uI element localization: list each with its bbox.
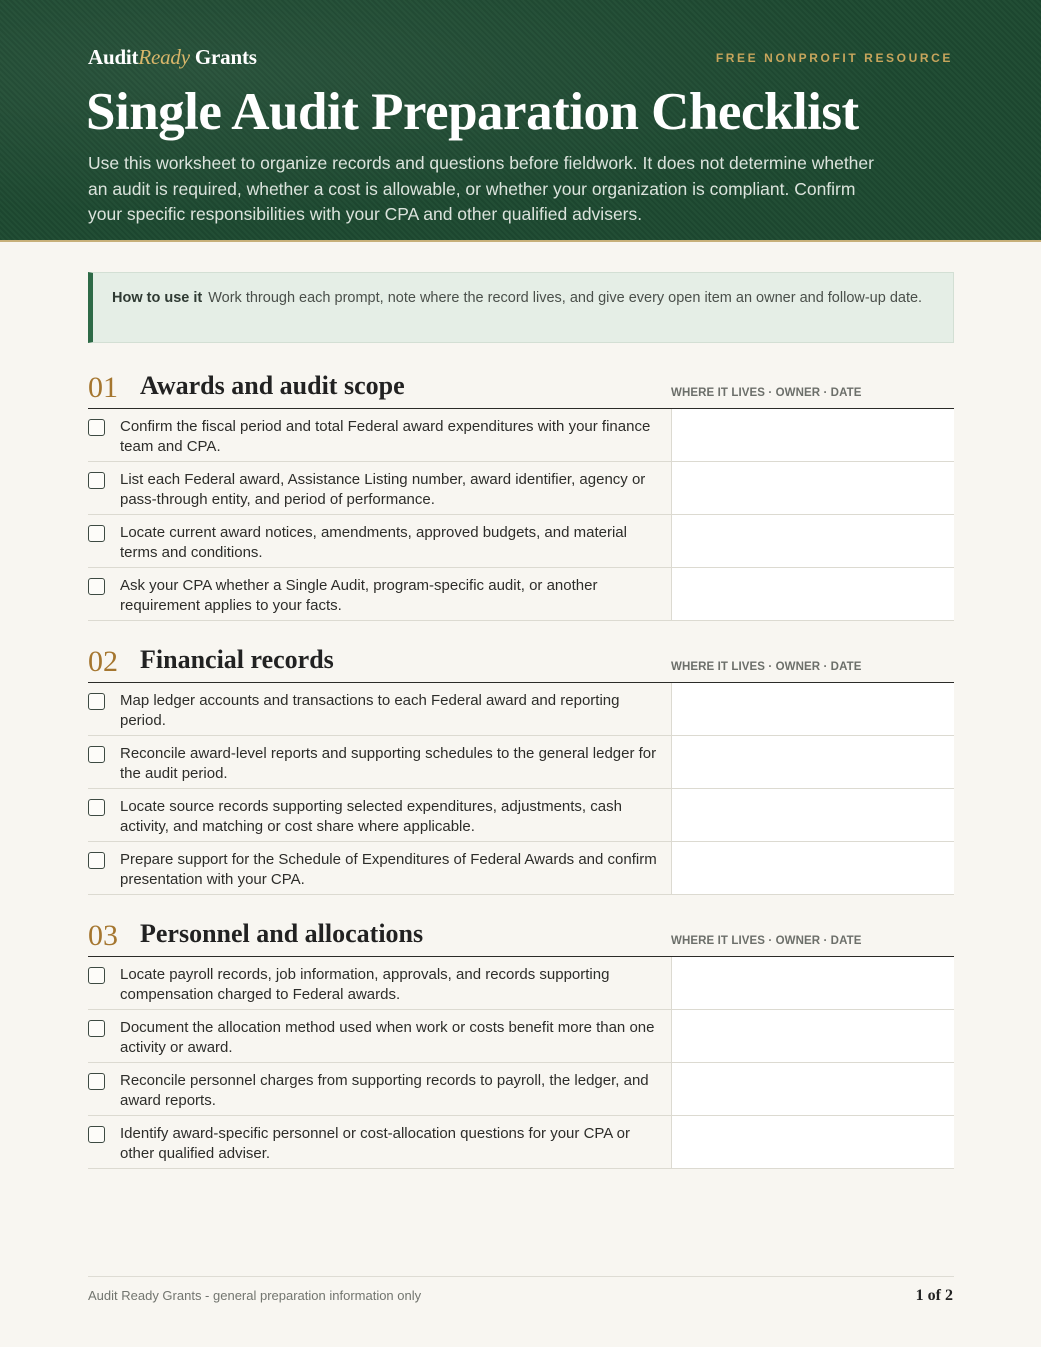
checkbox[interactable] [88, 1073, 105, 1090]
section-number: 03 [88, 919, 118, 952]
notes-field[interactable] [671, 462, 954, 514]
checklist-row [88, 736, 954, 789]
notes-field[interactable] [671, 957, 954, 1009]
brand-audit: Audit [88, 45, 139, 69]
checklist-row [88, 1063, 954, 1116]
checkbox[interactable] [88, 1126, 105, 1143]
checkbox[interactable] [88, 852, 105, 869]
checkbox[interactable] [88, 419, 105, 436]
checklist-row [88, 789, 954, 842]
brand-logo [88, 45, 257, 70]
checkbox[interactable] [88, 746, 105, 763]
checklist-item-text: Prepare support for the Schedule of Expenditures of Federal Awards and confirm presentation with your CPA. [120, 851, 657, 888]
checklist-row [88, 1116, 954, 1169]
checklist-item-text: Document the allocation method used when work or costs benefit more than one activity or award. [120, 1019, 655, 1056]
section-financial-records [88, 645, 954, 895]
checklist-item-text: Locate payroll records, job information, approvals, and records supporting compensation charged to Federal awards. [120, 966, 610, 1003]
resource-tagline: FREE NONPROFIT RESOURCE [715, 51, 953, 65]
section-title: Personnel and allocations [140, 919, 424, 948]
section-awards [88, 371, 954, 621]
notes-field[interactable] [671, 1063, 954, 1115]
section-header [88, 645, 954, 683]
section-number: 02 [88, 645, 118, 678]
checklist-item-text: Ask your CPA whether a Single Audit, program-specific audit, or another requirement applies to your facts. [120, 577, 598, 614]
header-banner [0, 0, 1041, 242]
checkbox[interactable] [88, 693, 105, 710]
checkbox[interactable] [88, 799, 105, 816]
checklist-item-text: Identify award-specific personnel or cost-allocation questions for your CPA or other qualified adviser. [120, 1125, 630, 1162]
notes-field[interactable] [671, 789, 954, 841]
notes-field[interactable] [671, 842, 954, 894]
column-label: WHERE IT LIVES · OWNER · DATE [671, 935, 862, 947]
checklist-row [88, 957, 954, 1010]
column-label: WHERE IT LIVES · OWNER · DATE [671, 387, 862, 399]
column-label: WHERE IT LIVES · OWNER · DATE [671, 661, 862, 673]
brand-ready: Ready [138, 45, 190, 69]
checklist-row [88, 568, 954, 621]
checkbox[interactable] [88, 472, 105, 489]
checklist-item-text: List each Federal award, Assistance Listing number, award identifier, agency or pass-through entity, and period of performance. [120, 471, 646, 508]
checklist-item-text: Locate current award notices, amendments, approved budgets, and material terms and conditions. [120, 524, 627, 561]
checklist-row [88, 683, 954, 736]
section-number: 01 [88, 371, 118, 404]
checklist-row [88, 409, 954, 462]
checklist-item-text: Locate source records supporting selected expenditures, adjustments, cash activity, and matching or cost share where applicable. [120, 798, 622, 835]
section-title: Financial records [140, 645, 334, 674]
footer-note: Audit Ready Grants - general preparation information only [88, 1288, 422, 1303]
checkbox[interactable] [88, 578, 105, 595]
checklist-row [88, 842, 954, 895]
checklist-item-text: Reconcile award-level reports and supporting schedules to the general ledger for the audit period. [120, 745, 657, 782]
footer-divider [88, 1276, 954, 1277]
notes-field[interactable] [671, 515, 954, 567]
checkbox[interactable] [88, 525, 105, 542]
checkbox[interactable] [88, 1020, 105, 1037]
page-number: 1 of 2 [915, 1287, 953, 1304]
intro-text: Use this worksheet to organize records and questions before fieldwork. It does not determine whether an audit is required, whether a cost is allowable, or whether your organization is compliant. Confirm your specific responsibilities with your CPA and other qualified advisers. [88, 153, 874, 224]
section-header [88, 371, 954, 409]
checklist-item-text: Confirm the fiscal period and total Federal award expenditures with your finance team and CPA. [120, 418, 651, 455]
notes-field[interactable] [671, 736, 954, 788]
how-to-label: How to use it [112, 290, 203, 306]
section-header [88, 919, 954, 957]
checklist-row [88, 462, 954, 515]
brand-grants: Grants [194, 45, 257, 69]
checkbox[interactable] [88, 967, 105, 984]
checklist-row [88, 1010, 954, 1063]
page-title: Single Audit Preparation Checklist [86, 83, 859, 141]
notes-field[interactable] [671, 683, 954, 735]
notes-field[interactable] [671, 1010, 954, 1062]
notes-field[interactable] [671, 568, 954, 620]
checklist-item-text: Reconcile personnel charges from supporting records to payroll, the ledger, and award reports. [120, 1072, 649, 1109]
notes-field[interactable] [671, 1116, 954, 1168]
section-personnel [88, 919, 954, 1169]
how-to-text: Work through each prompt, note where the record lives, and give every open item an owner and follow-up date. [208, 290, 923, 306]
how-to-callout [88, 272, 954, 343]
notes-field[interactable] [671, 409, 954, 461]
checklist-row [88, 515, 954, 568]
section-title: Awards and audit scope [140, 371, 405, 400]
checklist-item-text: Map ledger accounts and transactions to each Federal award and reporting period. [120, 692, 620, 729]
